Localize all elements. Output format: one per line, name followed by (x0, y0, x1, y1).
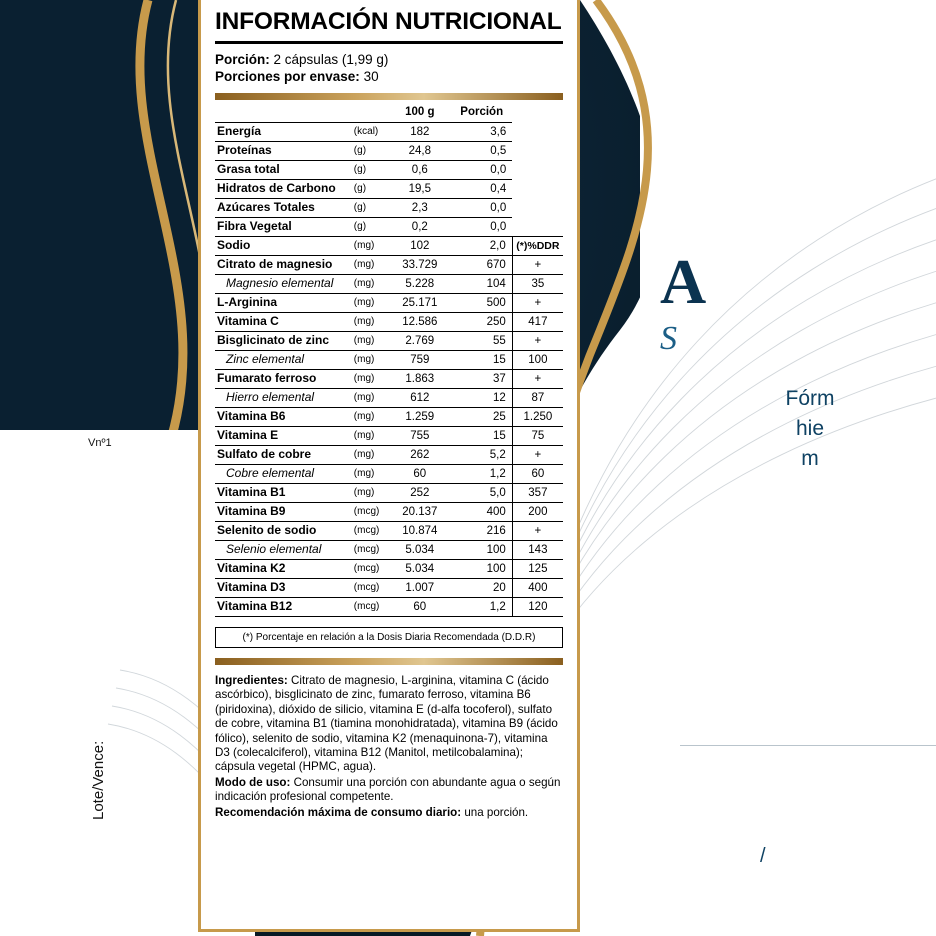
nutrient-ddr: 120 (512, 598, 563, 617)
nutrient-value-portion: 400 (451, 503, 512, 522)
ddr-footnote: (*) Porcentaje en relación a la Dosis Diaria Recomendada (D.D.R) (215, 627, 563, 648)
nutrient-ddr (512, 161, 563, 180)
nutrition-row (215, 598, 563, 617)
nutrition-row (215, 522, 563, 541)
nutrient-value-portion: 100 (451, 560, 512, 579)
header-ddr-spacer (512, 104, 563, 123)
nutrient-ddr: + (512, 256, 563, 275)
header-blank (215, 104, 350, 123)
nutrient-name: Bisglicinato de zinc (215, 332, 350, 351)
nutrient-unit: (mg) (350, 389, 389, 408)
nutrient-unit: (mg) (350, 237, 389, 256)
nutrition-row (215, 503, 563, 522)
vn-label: Vnº1 (88, 437, 112, 449)
nutrient-name: Vitamina B1 (215, 484, 350, 503)
nutrient-value-100g: 12.586 (388, 313, 451, 332)
nutrition-row (215, 389, 563, 408)
nutrient-value-100g: 1.007 (388, 579, 451, 598)
nutrient-ddr: 35 (512, 275, 563, 294)
nutrient-name: Cobre elemental (215, 465, 350, 484)
nutrient-value-portion: 37 (451, 370, 512, 389)
max-daily-text: una porción. (464, 805, 529, 819)
nutrient-name: Proteínas (215, 142, 350, 161)
nutrient-unit: (mcg) (350, 541, 389, 560)
nutrient-name: Grasa total (215, 161, 350, 180)
nutrient-ddr: 125 (512, 560, 563, 579)
divider-rule (680, 745, 936, 746)
nutrient-value-portion: 5,0 (451, 484, 512, 503)
nutrient-name: Azúcares Totales (215, 199, 350, 218)
nutrient-ddr: 200 (512, 503, 563, 522)
nutrition-row (215, 332, 563, 351)
nutrition-row (215, 275, 563, 294)
nutrient-ddr: + (512, 522, 563, 541)
nutrient-value-portion: 2,0 (451, 237, 512, 256)
brand-subtitle: S (660, 320, 677, 357)
nutrient-unit: (g) (350, 161, 389, 180)
nutrient-name: Vitamina B9 (215, 503, 350, 522)
nutrient-value-100g: 612 (388, 389, 451, 408)
nutrient-value-100g: 2.769 (388, 332, 451, 351)
table-header-row (215, 104, 563, 123)
nutrient-unit: (g) (350, 180, 389, 199)
nutrient-name: Hierro elemental (215, 389, 350, 408)
nutrient-value-100g: 33.729 (388, 256, 451, 275)
nutrition-row (215, 218, 563, 237)
nutrient-value-100g: 20.137 (388, 503, 451, 522)
description-line-1: Fórm (785, 387, 835, 410)
lote-vence-label: Lote/Vence: (90, 740, 107, 820)
header-ddr: (*)%DDR (512, 237, 563, 256)
nutrient-value-portion: 0,4 (451, 180, 512, 199)
nutrient-value-100g: 24,8 (388, 142, 451, 161)
nutrient-unit: (g) (350, 199, 389, 218)
nutrient-ddr: 87 (512, 389, 563, 408)
nutrition-row (215, 237, 563, 256)
nutrient-unit: (mg) (350, 465, 389, 484)
nutrient-name: Sulfato de cobre (215, 446, 350, 465)
nutrition-row (215, 142, 563, 161)
nutrient-ddr (512, 180, 563, 199)
nutrient-value-100g: 2,3 (388, 199, 451, 218)
nutrient-unit: (mg) (350, 313, 389, 332)
nutrient-unit: (mg) (350, 370, 389, 389)
nutrient-ddr (512, 123, 563, 142)
nutrition-row (215, 579, 563, 598)
nutrient-value-portion: 0,5 (451, 142, 512, 161)
nutrient-value-100g: 252 (388, 484, 451, 503)
nutrient-value-100g: 102 (388, 237, 451, 256)
portion-label: Porción: (215, 52, 270, 67)
nutrient-unit: (mg) (350, 484, 389, 503)
nutrient-value-100g: 759 (388, 351, 451, 370)
ingredients-block (215, 674, 563, 820)
nutrition-row (215, 180, 563, 199)
description-line-3: m (801, 447, 819, 470)
nutrition-row (215, 446, 563, 465)
nutrient-ddr: 100 (512, 351, 563, 370)
nutrient-unit: (mcg) (350, 560, 389, 579)
nutrient-value-portion: 216 (451, 522, 512, 541)
nutrition-row (215, 256, 563, 275)
nutrient-value-100g: 1.259 (388, 408, 451, 427)
nutrient-value-portion: 25 (451, 408, 512, 427)
brand-name: A (660, 246, 708, 317)
nutrient-name: Vitamina D3 (215, 579, 350, 598)
nutrient-value-100g: 25.171 (388, 294, 451, 313)
nutrition-row (215, 465, 563, 484)
nutrient-ddr: + (512, 370, 563, 389)
nutrient-unit: (g) (350, 218, 389, 237)
nutrition-table (215, 104, 563, 617)
nutrient-unit: (mcg) (350, 598, 389, 617)
nutrient-value-portion: 15 (451, 351, 512, 370)
nutrient-ddr: 60 (512, 465, 563, 484)
bottom-right-text: / (760, 845, 766, 867)
nutrient-unit: (mcg) (350, 503, 389, 522)
usage-label: Modo de uso: (215, 775, 291, 789)
product-name-block (660, 246, 936, 474)
nutrient-name: Fumarato ferroso (215, 370, 350, 389)
nutrient-ddr: 357 (512, 484, 563, 503)
nutrient-value-portion: 0,0 (451, 218, 512, 237)
nutrient-value-100g: 5.034 (388, 541, 451, 560)
nutrient-value-portion: 670 (451, 256, 512, 275)
nutrient-name: Sodio (215, 237, 350, 256)
nutrient-unit: (mg) (350, 332, 389, 351)
nutrition-row (215, 199, 563, 218)
max-daily-label: Recomendación máxima de consumo diario: (215, 805, 462, 819)
servings-value: 30 (363, 69, 379, 84)
nutrient-ddr (512, 142, 563, 161)
nutrient-name: Vitamina E (215, 427, 350, 446)
nutrient-ddr: 400 (512, 579, 563, 598)
nutrient-ddr: + (512, 446, 563, 465)
nutrient-name: Fibra Vegetal (215, 218, 350, 237)
nutrient-value-portion: 1,2 (451, 465, 512, 484)
gold-divider-top (215, 93, 563, 100)
nutrient-name: Selenio elemental (215, 541, 350, 560)
nutrient-unit: (mg) (350, 351, 389, 370)
header-portion: Porción (460, 106, 504, 118)
nutrient-name: Citrato de magnesio (215, 256, 350, 275)
nutrient-value-100g: 755 (388, 427, 451, 446)
nutrient-value-100g: 5.034 (388, 560, 451, 579)
nutrition-row (215, 427, 563, 446)
header-unit (350, 104, 389, 123)
nutrition-row (215, 294, 563, 313)
nutrient-value-100g: 5.228 (388, 275, 451, 294)
nutrient-value-portion: 0,0 (451, 161, 512, 180)
nutrient-value-100g: 182 (388, 123, 451, 142)
nutrient-value-portion: 250 (451, 313, 512, 332)
nutrient-value-portion: 15 (451, 427, 512, 446)
ingredients-label: Ingredientes: (215, 674, 288, 687)
nutrient-unit: (mg) (350, 256, 389, 275)
nutrient-name: Selenito de sodio (215, 522, 350, 541)
nutrient-unit: (mg) (350, 294, 389, 313)
portion-info (215, 51, 563, 85)
nutrient-name: Vitamina C (215, 313, 350, 332)
nutrient-value-100g: 0,2 (388, 218, 451, 237)
nutrition-row (215, 484, 563, 503)
nutrient-ddr (512, 199, 563, 218)
nutrient-ddr: 417 (512, 313, 563, 332)
nutrition-row (215, 123, 563, 142)
nutrition-row (215, 541, 563, 560)
nutrient-name: Vitamina B12 (215, 598, 350, 617)
nutrient-value-100g: 262 (388, 446, 451, 465)
panel-title: INFORMACIÓN NUTRICIONAL (215, 0, 563, 44)
nutrient-unit: (mcg) (350, 522, 389, 541)
nutrient-value-portion: 55 (451, 332, 512, 351)
nutrient-unit: (g) (350, 142, 389, 161)
nutrient-unit: (mg) (350, 408, 389, 427)
nutrient-value-portion: 3,6 (451, 123, 512, 142)
nutrition-row (215, 370, 563, 389)
nutrient-value-portion: 500 (451, 294, 512, 313)
nutrient-value-portion: 5,2 (451, 446, 512, 465)
gold-divider-bottom (215, 658, 563, 665)
usage-text: Consumir una porción con abundante agua o según indicación profesional competente. (215, 775, 561, 804)
nutrient-unit: (mcg) (350, 579, 389, 598)
nutrient-ddr: 143 (512, 541, 563, 560)
nutrition-row (215, 560, 563, 579)
nutrient-value-portion: 1,2 (451, 598, 512, 617)
nutrition-facts-panel (198, 0, 580, 932)
nutrient-ddr: + (512, 332, 563, 351)
portion-value: 2 cápsulas (1,99 g) (273, 52, 389, 67)
nutrition-row (215, 408, 563, 427)
nutrient-name: Magnesio elemental (215, 275, 350, 294)
nutrient-value-100g: 10.874 (388, 522, 451, 541)
nutrient-unit: (mg) (350, 427, 389, 446)
nutrition-row (215, 313, 563, 332)
nutrient-ddr: 75 (512, 427, 563, 446)
nutrient-value-100g: 60 (388, 465, 451, 484)
nutrient-unit: (mg) (350, 446, 389, 465)
description-line-2: hie (795, 417, 825, 440)
nutrient-value-100g: 60 (388, 598, 451, 617)
nutrient-value-100g: 0,6 (388, 161, 451, 180)
nutrient-name: Zinc elemental (215, 351, 350, 370)
nutrient-value-portion: 0,0 (451, 199, 512, 218)
nutrient-value-100g: 19,5 (388, 180, 451, 199)
nutrient-value-portion: 100 (451, 541, 512, 560)
nutrient-value-portion: 12 (451, 389, 512, 408)
ingredients-text: Citrato de magnesio, L-arginina, vitamina C (ácido ascórbico), bisglicinato de zinc, fumarato ferroso, vitamina B6 (piridoxina), dióxido de silicio, vitamina E (d-alfa tocoferol), sulfato de cobre, vitamina B1 (tiamina monohidratada), vitamina B9 (ácido fólico), selenito de sodio, vitamina K2 (menaquinona-7), vitamina D3 (colecalciferol), vitamina B12 (Manitol, metilcobalamina); cápsula vegetal (HPMC, agua). (215, 674, 558, 774)
nutrient-value-100g: 1.863 (388, 370, 451, 389)
nutrient-name: L-Arginina (215, 294, 350, 313)
nutrient-ddr: + (512, 294, 563, 313)
nutrient-ddr (512, 218, 563, 237)
nutrient-unit: (kcal) (350, 123, 389, 142)
nutrition-row (215, 161, 563, 180)
nutrient-ddr: 1.250 (512, 408, 563, 427)
servings-label: Porciones por envase: (215, 69, 360, 84)
header-100g: 100 g (405, 106, 435, 118)
nutrient-unit: (mg) (350, 275, 389, 294)
nutrition-row (215, 351, 563, 370)
nutrient-name: Vitamina B6 (215, 408, 350, 427)
nutrient-value-portion: 20 (451, 579, 512, 598)
nutrient-value-portion: 104 (451, 275, 512, 294)
nutrient-name: Hidratos de Carbono (215, 180, 350, 199)
nutrient-name: Vitamina K2 (215, 560, 350, 579)
nutrient-name: Energía (215, 123, 350, 142)
